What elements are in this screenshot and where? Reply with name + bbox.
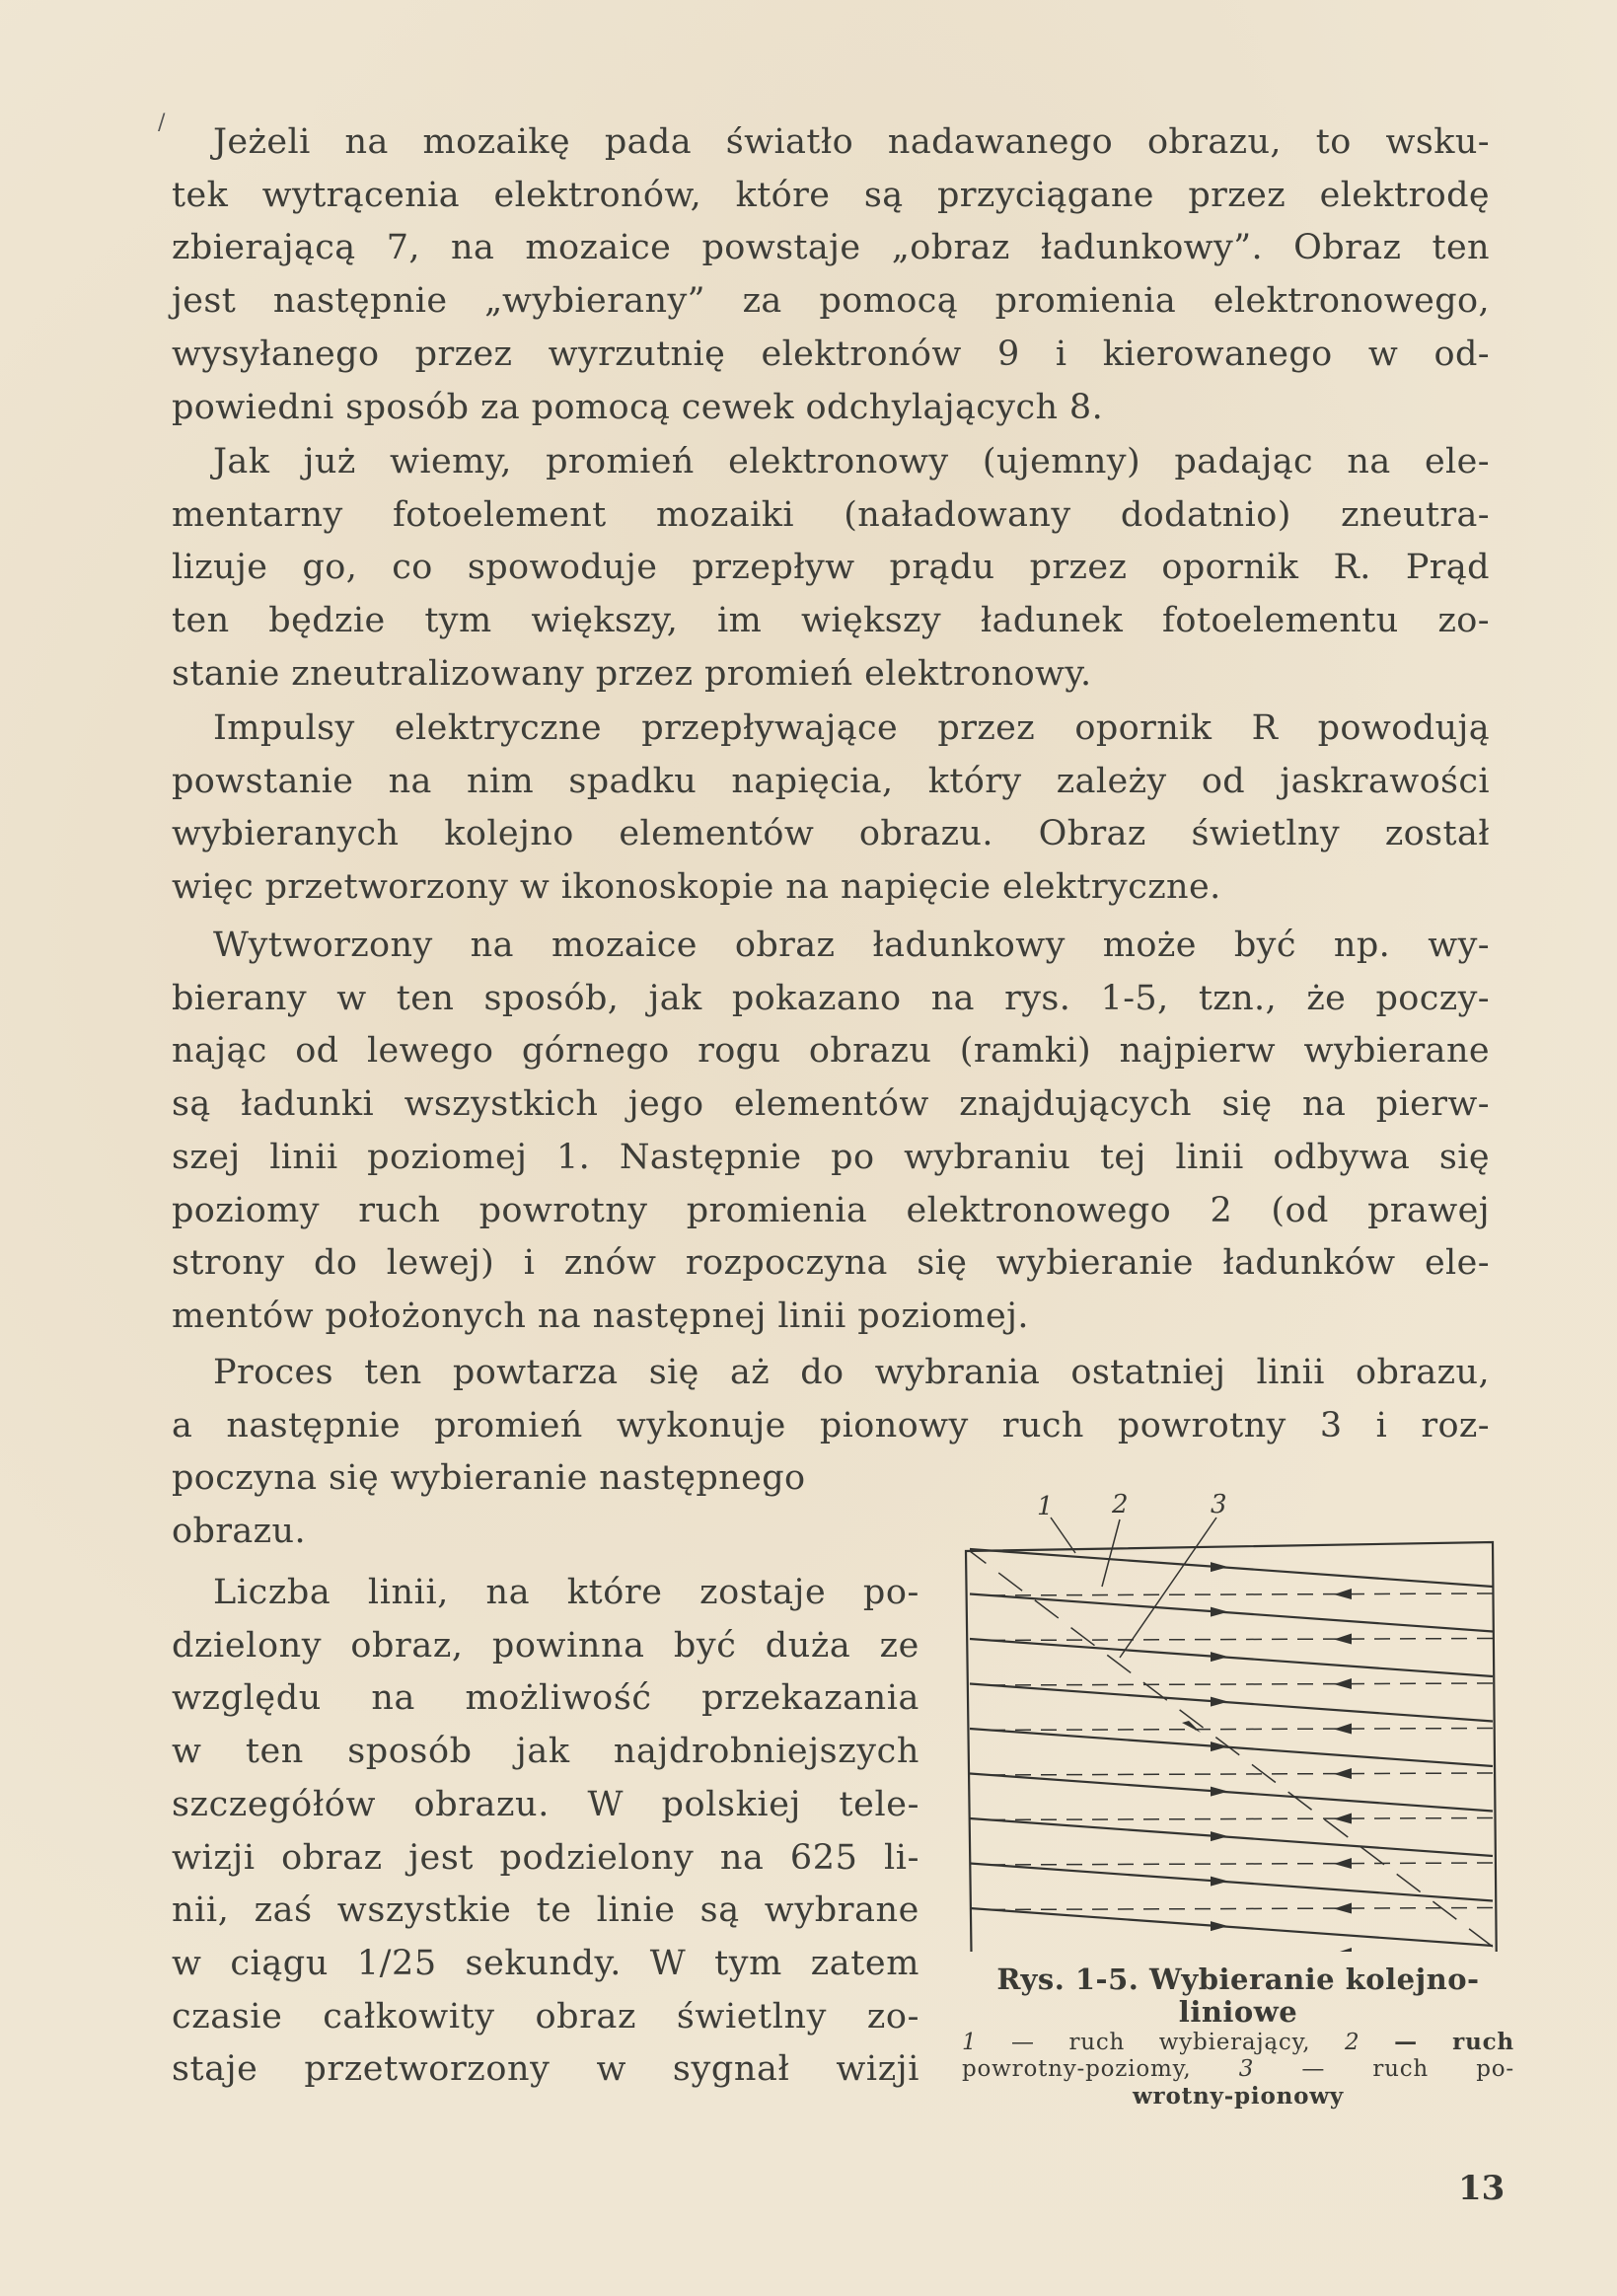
legend-text: — ruch wybierający, [1011, 2030, 1311, 2055]
return-line [982, 1863, 1493, 1865]
text-line: a następnie promień wykonuje pionowy ruch powrotny 3 i roz- [172, 1405, 1490, 1445]
paragraph-2 [172, 436, 1490, 702]
figure-label-2: 2 [1112, 1490, 1129, 1519]
return-arrow [1334, 1858, 1352, 1869]
legend-text: — ruch [1394, 2029, 1514, 2055]
text-line: stanie zneutralizowany przez promień elektronowy. [172, 653, 1092, 694]
caption-legend-line [962, 2029, 1514, 2056]
figure-caption [962, 1963, 1514, 2110]
text-line: tek wytrącenia elektronów, które są przyciągane przez elektrodę [172, 175, 1490, 215]
vertical-return-line [970, 1551, 1493, 1947]
scan-line [970, 1549, 1493, 1587]
legend-text: — ruch po- [1301, 2056, 1514, 2082]
legend-num: 2 [1345, 2030, 1360, 2055]
scan-line [970, 1774, 1493, 1812]
forward-arrow [1211, 1697, 1228, 1707]
text-line: dzielony obraz, powinna być duża ze [172, 1625, 919, 1666]
text-line: Proces ten powtarza się aż do wybrania ostatniej linii obrazu, [213, 1353, 1490, 1392]
paragraph-4 [172, 920, 1490, 1344]
paragraph-3 [172, 703, 1490, 915]
leader-1 [1051, 1518, 1075, 1553]
scan-line [970, 1594, 1493, 1632]
text-line: strony do lewej) i znów rozpoczyna się wybieranie ładunków ele- [172, 1243, 1490, 1284]
legend-num: 1 [962, 2030, 978, 2055]
figure-label-1: 1 [1037, 1492, 1054, 1521]
text-line: mentów położonych na następnej linii poziomej. [172, 1296, 1029, 1336]
scan-line [970, 1864, 1493, 1901]
caption-title-cont: liniowe [1178, 1995, 1298, 2029]
text-line: bierany w ten sposób, jak pokazano na rys. 1-5, tzn., że poczy- [172, 978, 1490, 1018]
forward-arrow [1211, 1741, 1228, 1751]
scan-line [970, 1729, 1493, 1766]
caption-title: Rys. 1-5. Wybieranie kolejno- [996, 1963, 1480, 1996]
return-arrow [1334, 1903, 1352, 1914]
text-line: w ciągu 1/25 sekundy. W tym zatem [172, 1943, 919, 1983]
text-line: szczegółów obrazu. W polskiej tele- [172, 1784, 919, 1824]
forward-arrow [1211, 1921, 1228, 1931]
return-arrow [1334, 1678, 1352, 1689]
scan-line [970, 1818, 1493, 1856]
return-arrow [1334, 1948, 1352, 1952]
return-arrow [1334, 1768, 1352, 1779]
legend-text: wrotny-pionowy [1132, 2083, 1345, 2110]
forward-arrow [1211, 1877, 1228, 1887]
scan-line [970, 1639, 1493, 1676]
margin-mark: / [158, 111, 166, 135]
text-line: powstanie na nim spadku napięcia, który zależy od jaskrawości [172, 761, 1490, 801]
forward-arrow [1211, 1652, 1228, 1662]
return-line [982, 1683, 1493, 1685]
text-line: w ten sposób jak najdrobniejszych [172, 1732, 919, 1772]
paragraph-6 [172, 1567, 919, 2097]
text-line: mentarny fotoelement mozaiki (naładowany dodatnio) zneutra- [172, 494, 1490, 535]
text-line: powiedni sposób za pomocą cewek odchylających 8. [172, 387, 1104, 427]
return-line [982, 1818, 1493, 1820]
paragraph-1 [172, 116, 1490, 434]
text-line: są ładunki wszystkich jego elementów znajdujących się na pierw- [172, 1084, 1490, 1125]
text-line: poczyna się wybieranie następnego [172, 1458, 806, 1499]
return-arrow [1334, 1724, 1352, 1735]
legend-num: 3 [1238, 2056, 1255, 2082]
text-line: wysyłanego przez wyrzutnię elektronów 9 i kierowanego w od- [172, 333, 1490, 374]
text-line: Jak już wiemy, promień elektronowy (ujemny) padając na ele- [213, 442, 1490, 481]
text-line: ten będzie tym większy, im większy ładunek fotoelementu zo- [172, 601, 1490, 641]
figure-scanning-diagram [952, 1488, 1514, 1952]
return-line [982, 1639, 1493, 1641]
text-line: szej linii poziomej 1. Następnie po wybraniu tej linii odbywa się [172, 1137, 1490, 1177]
text-line: Jeżeli na mozaikę pada światło nadawanego obrazu, to wsku- [213, 122, 1490, 162]
text-line: wybieranych kolejno elementów obrazu. Obraz świetlny został [172, 814, 1490, 854]
text-line: wizji obraz jest podzielony na 625 li- [172, 1837, 919, 1878]
leader-3 [1120, 1518, 1216, 1658]
return-arrow [1334, 1814, 1352, 1824]
return-arrow [1334, 1589, 1352, 1599]
text-line: lizuje go, co spowoduje przepływ prądu przez opornik R. Prąd [172, 548, 1490, 588]
text-line: więc przetworzony w ikonoskopie na napięcie elektryczne. [172, 867, 1221, 908]
return-line [982, 1908, 1493, 1910]
forward-arrow [1211, 1607, 1228, 1617]
text-line: nii, zaś wszystkie te linie są wybrane [172, 1890, 919, 1931]
text-line: względu na możliwość przekazania [172, 1678, 919, 1719]
return-arrow [1334, 1634, 1352, 1645]
return-line [982, 1773, 1493, 1775]
leader-2 [1102, 1519, 1120, 1587]
text-line: staje przetworzony w sygnał wizji [172, 2049, 919, 2090]
scanning-diagram-svg [952, 1488, 1514, 1952]
figure-label-3: 3 [1211, 1490, 1227, 1519]
forward-arrow [1211, 1562, 1228, 1572]
text-line: Impulsy elektryczne przepływające przez opornik R powodują [213, 708, 1490, 748]
page-number: 13 [1458, 2169, 1506, 2208]
caption-legend-line [962, 2056, 1514, 2083]
return-line [982, 1593, 1493, 1595]
text-line: nając od lewego górnego rogu obrazu (ramki) najpierw wybierane [172, 1031, 1490, 1072]
forward-arrow [1211, 1831, 1228, 1841]
scan-line [970, 1684, 1493, 1722]
text-line: jest następnie „wybierany” za pomocą promienia elektronowego, [172, 281, 1490, 322]
legend-text: powrotny-poziomy, [962, 2056, 1192, 2082]
text-line: obrazu. [172, 1512, 306, 1552]
vertical-return-arrow [1182, 1721, 1201, 1733]
forward-arrow [1211, 1787, 1228, 1797]
return-line [982, 1729, 1493, 1731]
text-line: czasie całkowity obraz świetlny zo- [172, 1996, 919, 2037]
text-line: Wytworzony na mozaice obraz ładunkowy może być np. wy- [213, 926, 1490, 965]
text-line: poziomy ruch powrotny promienia elektronowego 2 (od prawej [172, 1190, 1490, 1230]
text-line: zbierającą 7, na mozaice powstaje „obraz ładunkowy”. Obraz ten [172, 228, 1490, 268]
scan-line [970, 1908, 1493, 1946]
text-line: Liczba linii, na które zostaje po- [213, 1573, 919, 1612]
